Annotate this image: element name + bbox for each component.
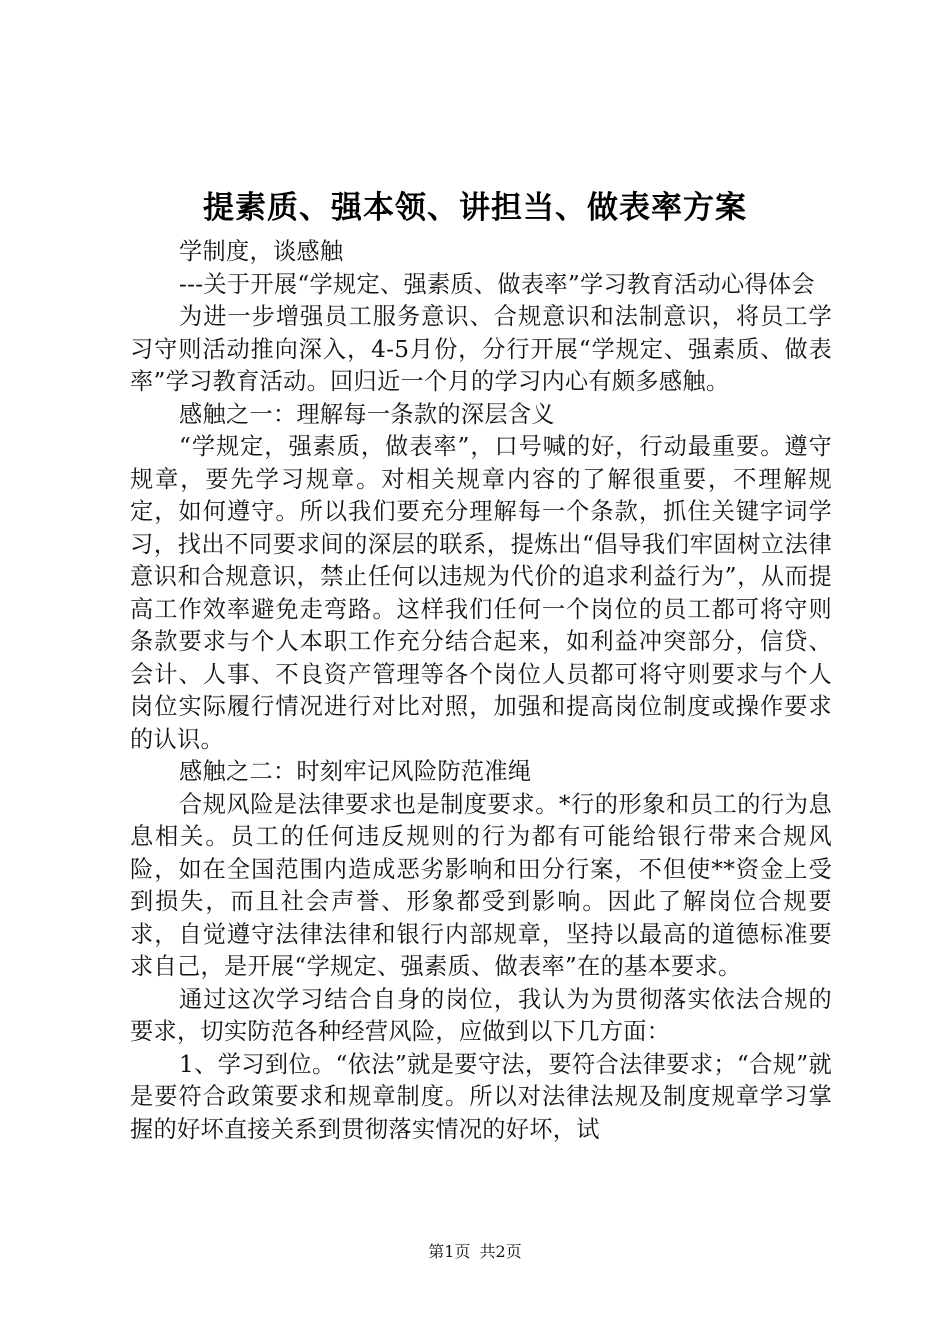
page-number: 第1页 — [428, 1242, 471, 1261]
paragraph-subheading: ---关于开展“学规定、强素质、做表率”学习教育活动心得体会 — [179, 270, 815, 298]
page-footer — [0, 1241, 950, 1263]
paragraph-heading-one: 感触之一：理解每一条款的深层含义 — [179, 400, 555, 428]
paragraph-subtitle: 学制度，谈感触 — [179, 238, 344, 265]
paragraph-summary: 通过这次学习结合自身的岗位，我认为为贯彻落实依法合规的要求，切实防范各种经营风险，应做到以下几方面： — [130, 985, 832, 1045]
paragraph-heading-two: 感触之二：时刻牢记风险防范准绳 — [179, 758, 532, 785]
document-body — [130, 236, 832, 1146]
page-total: 共2页 — [479, 1242, 522, 1261]
paragraph-point-one: 1、学习到位。“依法”就是要守法，要符合法律要求；“合规”就是要符合政策要求和规章制度。所以对法律法规及制度规章学习掌握的好坏直接关系到贯彻落实情况的好坏，试 — [130, 1050, 832, 1143]
paragraph-body-two: 合规风险是法律要求也是制度要求。*行的形象和员工的行为息息相关。员工的任何违反规则的行为都有可能给银行带来合规风险，如在全国范围内造成恶劣影响和田分行案，不但使**资金上受到损失，而且社会声誉、形象都受到影响。因此了解岗位合规要求，自觉遵守法律法律和银行内部规章，坚持以最高的道德标准要求自己，是开展“学规定、强素质、做表率”在的基本要求。 — [130, 790, 832, 980]
document-title: 提素质、强本领、讲担当、做表率方案 — [203, 190, 747, 226]
paragraph-body-one: “学规定，强素质，做表率”，口号喊的好，行动最重要。遵守规章，要先学习规章。对相关规章内容的了解很重要，不理解规定，如何遵守。所以我们要充分理解每一个条款，抓住关键字词学习，找出不同要求间的深层的联系，提炼出“倡导我们牢固树立法律意识和合规意识，禁止任何以违规为代价的追求利益行为”，从而提高工作效率避免走弯路。这样我们任何一个岗位的员工都可将守则条款要求与个人本职工作充分结合起来，如利益冲突部分，信贷、会计、人事、不良资产管理等各个岗位人员都可将守则要求与个人岗位实际履行情况进行对比对照，加强和提高岗位制度或操作要求的认识。 — [130, 433, 832, 753]
paragraph-intro: 为进一步增强员工服务意识、合规意识和法制意识，将员工学习守则活动推向深入，4-5月份，分行开展“学规定、强素质、做表率”学习教育活动。回归近一个月的学习内心有颇多感触。 — [130, 303, 832, 395]
